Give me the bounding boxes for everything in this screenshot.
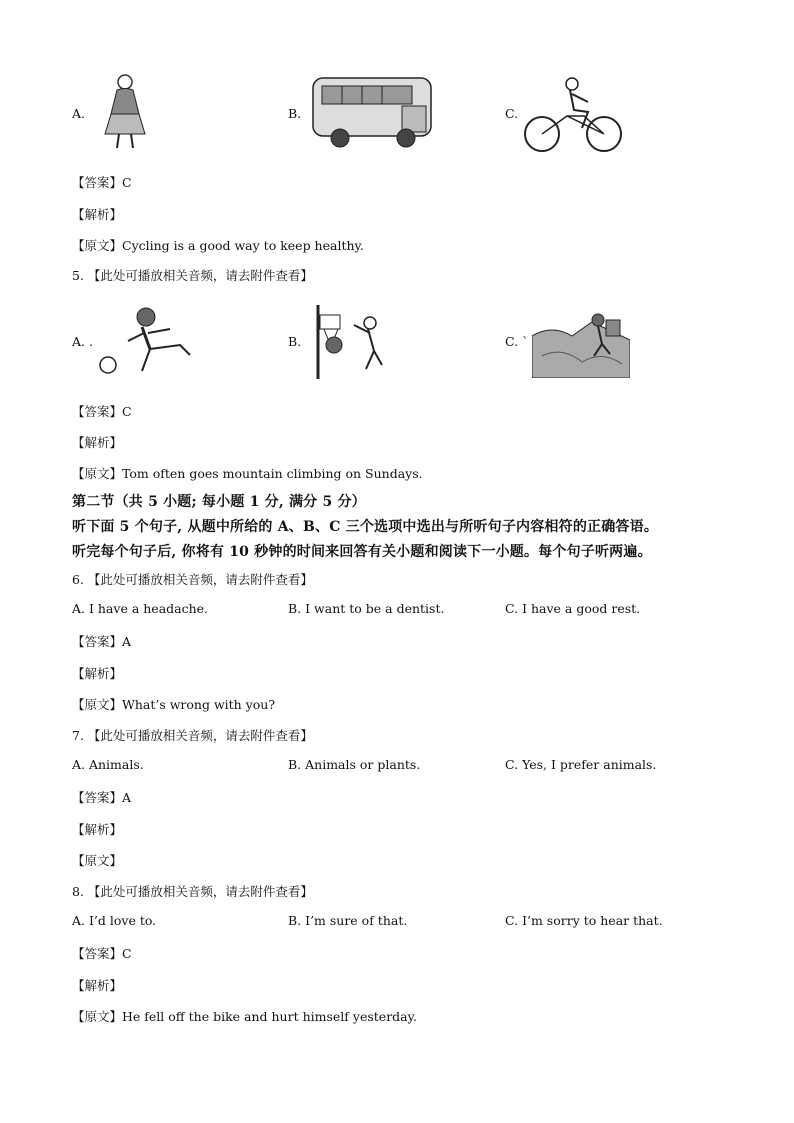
q6-option-b: B. I want to be a dentist. bbox=[288, 601, 445, 616]
q6-analysis: 【解析】 bbox=[72, 666, 123, 681]
q4-original-text: 【原文】Cycling is a good way to keep healthy. bbox=[72, 238, 364, 253]
section2-instruction-2: 听完每个句子后, 你将有 10 秒钟的时间来回答有关小题和阅读下一小题。每个句子听两遍。 bbox=[72, 544, 652, 560]
q8-option-b: B. I’m sure of that. bbox=[288, 913, 408, 928]
q4-answer: 【答案】C bbox=[72, 175, 132, 190]
q7-option-a: A. Animals. bbox=[72, 757, 144, 772]
q7-prompt: 7. 【此处可播放相关音频，请去附件查看】 bbox=[72, 728, 313, 743]
q5-option-c-label: C. ` bbox=[505, 334, 529, 349]
boy-football-image bbox=[98, 305, 196, 377]
q8-prompt: 8. 【此处可播放相关音频，请去附件查看】 bbox=[72, 884, 313, 899]
q5-analysis: 【解析】 bbox=[72, 435, 123, 450]
q7-option-c: C. Yes, I prefer animals. bbox=[505, 757, 657, 772]
section2-instruction-1: 听下面 5 个句子, 从题中所给的 A、B、C 三个选项中选出与所听句子内容相符的正确答语。 bbox=[72, 519, 659, 535]
bus-image bbox=[310, 72, 436, 152]
q6-option-c: C. I have a good rest. bbox=[505, 601, 641, 616]
q6-option-a: A. I have a headache. bbox=[72, 601, 209, 616]
q7-option-b: B. Animals or plants. bbox=[288, 757, 421, 772]
q4-option-c-label: C. bbox=[505, 106, 519, 121]
cyclist-image bbox=[522, 72, 626, 154]
q5-option-b-label: B. bbox=[288, 334, 302, 349]
q6-answer: 【答案】A bbox=[72, 634, 132, 649]
basketball-image bbox=[312, 303, 394, 381]
mountain-climbing-image bbox=[532, 306, 630, 378]
q8-original-text: 【原文】He fell off the bike and hurt himself yesterday. bbox=[72, 1009, 417, 1024]
q5-prompt: 5. 【此处可播放相关音频，请去附件查看】 bbox=[72, 268, 313, 283]
q5-original-text: 【原文】Tom often goes mountain climbing on Sundays. bbox=[72, 466, 423, 481]
q4-option-a-label: A. bbox=[72, 106, 86, 121]
q5-answer: 【答案】C bbox=[72, 404, 132, 419]
q6-original-text: 【原文】What’s wrong with you? bbox=[72, 697, 276, 712]
woman-figure-image bbox=[95, 72, 155, 152]
q7-analysis: 【解析】 bbox=[72, 822, 123, 837]
q8-analysis: 【解析】 bbox=[72, 978, 123, 993]
q8-answer: 【答案】C bbox=[72, 946, 132, 961]
q8-option-c: C. I’m sorry to hear that. bbox=[505, 913, 663, 928]
q4-analysis: 【解析】 bbox=[72, 207, 123, 222]
q6-prompt: 6. 【此处可播放相关音频，请去附件查看】 bbox=[72, 572, 313, 587]
q7-original-text: 【原文】 bbox=[72, 853, 123, 868]
q8-option-a: A. I’d love to. bbox=[72, 913, 157, 928]
q5-option-a-label: A. . bbox=[72, 334, 93, 349]
q4-option-b-label: B. bbox=[288, 106, 302, 121]
section2-title: 第二节（共 5 小题; 每小题 1 分, 满分 5 分） bbox=[72, 494, 366, 510]
q7-answer: 【答案】A bbox=[72, 790, 132, 805]
